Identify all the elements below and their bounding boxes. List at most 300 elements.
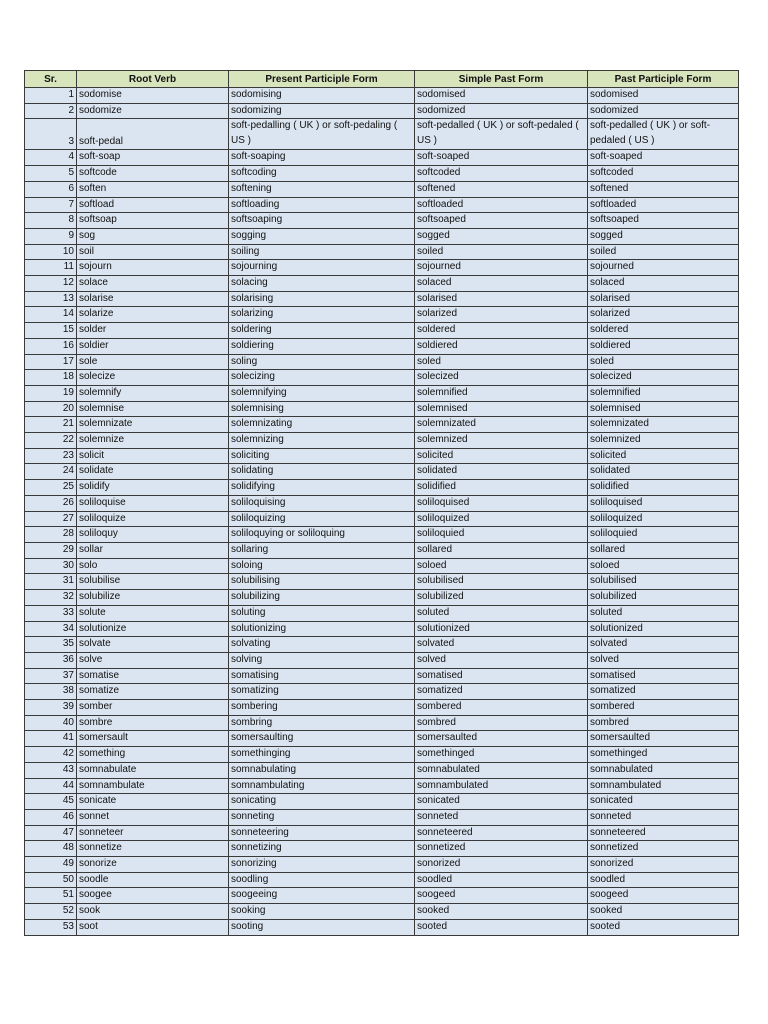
cell-root-verb: sojourn [77, 260, 229, 276]
table-row [25, 150, 739, 166]
cell-simple-past: sonneteered [415, 825, 588, 841]
cell-simple-past: somnambulated [415, 778, 588, 794]
cell-root-verb: solidate [77, 464, 229, 480]
table-row [25, 417, 739, 433]
cell-sr: 24 [25, 464, 77, 480]
table-row [25, 762, 739, 778]
cell-present-participle: soling [229, 354, 415, 370]
cell-simple-past: solubilized [415, 590, 588, 606]
cell-simple-past: softened [415, 181, 588, 197]
table-row [25, 307, 739, 323]
cell-sr: 39 [25, 700, 77, 716]
cell-sr: 41 [25, 731, 77, 747]
cell-simple-past: sollared [415, 542, 588, 558]
cell-sr: 6 [25, 181, 77, 197]
cell-root-verb: solvate [77, 637, 229, 653]
table-row [25, 794, 739, 810]
cell-simple-past: solubilised [415, 574, 588, 590]
table-row [25, 590, 739, 606]
cell-root-verb: soldier [77, 338, 229, 354]
cell-root-verb: sonicate [77, 794, 229, 810]
cell-sr: 8 [25, 213, 77, 229]
cell-simple-past: sonnetized [415, 841, 588, 857]
table-row [25, 684, 739, 700]
cell-past-participle: sombred [588, 715, 739, 731]
cell-past-participle: sollared [588, 542, 739, 558]
cell-root-verb: soil [77, 244, 229, 260]
cell-simple-past: sonneted [415, 809, 588, 825]
cell-past-participle: solemnised [588, 401, 739, 417]
cell-past-participle: solutionized [588, 621, 739, 637]
cell-simple-past: somnabulated [415, 762, 588, 778]
cell-simple-past: softcoded [415, 166, 588, 182]
cell-root-verb: somber [77, 700, 229, 716]
cell-past-participle: softsoaped [588, 213, 739, 229]
cell-present-participle: soliciting [229, 448, 415, 464]
cell-root-verb: solecize [77, 370, 229, 386]
cell-present-participle: sodomizing [229, 103, 415, 119]
table-row [25, 244, 739, 260]
table-row [25, 527, 739, 543]
cell-present-participle: soliloquying or soliloquing [229, 527, 415, 543]
cell-root-verb: soogee [77, 888, 229, 904]
cell-simple-past: soldiered [415, 338, 588, 354]
table-row [25, 511, 739, 527]
cell-root-verb: soot [77, 919, 229, 935]
cell-present-participle: soliloquising [229, 495, 415, 511]
cell-simple-past: solemnizated [415, 417, 588, 433]
cell-root-verb: sonnetize [77, 841, 229, 857]
cell-past-participle: soliloquied [588, 527, 739, 543]
cell-past-participle: solarised [588, 291, 739, 307]
cell-present-participle: solvating [229, 637, 415, 653]
cell-present-participle: solemnizating [229, 417, 415, 433]
table-row [25, 119, 739, 150]
cell-present-participle: sodomising [229, 88, 415, 104]
cell-present-participle: soft-pedalling ( UK ) or soft-pedaling ( US ) [229, 119, 415, 150]
cell-sr: 51 [25, 888, 77, 904]
cell-present-participle: sombring [229, 715, 415, 731]
cell-past-participle: soodled [588, 872, 739, 888]
table-row [25, 637, 739, 653]
cell-root-verb: solve [77, 652, 229, 668]
cell-root-verb: sodomise [77, 88, 229, 104]
table-row [25, 809, 739, 825]
cell-sr: 18 [25, 370, 77, 386]
cell-simple-past: sonicated [415, 794, 588, 810]
cell-simple-past: soled [415, 354, 588, 370]
cell-past-participle: sonicated [588, 794, 739, 810]
cell-root-verb: solemnify [77, 385, 229, 401]
cell-past-participle: soluted [588, 605, 739, 621]
cell-sr: 19 [25, 385, 77, 401]
cell-sr: 9 [25, 228, 77, 244]
cell-present-participle: solecizing [229, 370, 415, 386]
cell-present-participle: soloing [229, 558, 415, 574]
cell-present-participle: solemnifying [229, 385, 415, 401]
table-row [25, 605, 739, 621]
cell-present-participle: soldering [229, 323, 415, 339]
cell-sr: 12 [25, 276, 77, 292]
cell-past-participle: somatized [588, 684, 739, 700]
cell-sr: 21 [25, 417, 77, 433]
cell-simple-past: sooted [415, 919, 588, 935]
cell-sr: 29 [25, 542, 77, 558]
table-row [25, 276, 739, 292]
cell-root-verb: softsoap [77, 213, 229, 229]
cell-past-participle: sodomized [588, 103, 739, 119]
cell-present-participle: sollaring [229, 542, 415, 558]
header-sr: Sr. [25, 71, 77, 88]
cell-simple-past: sombred [415, 715, 588, 731]
cell-root-verb: solemnizate [77, 417, 229, 433]
cell-simple-past: solemnised [415, 401, 588, 417]
header-present-participle: Present Participle Form [229, 71, 415, 88]
cell-simple-past: sonorized [415, 857, 588, 873]
cell-past-participle: sooted [588, 919, 739, 935]
cell-simple-past: sojourned [415, 260, 588, 276]
cell-sr: 11 [25, 260, 77, 276]
cell-past-participle: soft-pedalled ( UK ) or soft-pedaled ( US ) [588, 119, 739, 150]
cell-past-participle: somnabulated [588, 762, 739, 778]
cell-simple-past: sooked [415, 904, 588, 920]
cell-present-participle: somnabulating [229, 762, 415, 778]
cell-sr: 28 [25, 527, 77, 543]
table-row [25, 338, 739, 354]
cell-past-participle: solidated [588, 464, 739, 480]
table-row [25, 181, 739, 197]
table-row [25, 385, 739, 401]
cell-past-participle: solved [588, 652, 739, 668]
cell-root-verb: soliloquize [77, 511, 229, 527]
cell-root-verb: something [77, 747, 229, 763]
cell-simple-past: solved [415, 652, 588, 668]
cell-present-participle: sonnetizing [229, 841, 415, 857]
cell-simple-past: soloed [415, 558, 588, 574]
cell-past-participle: solaced [588, 276, 739, 292]
table-row [25, 213, 739, 229]
table-row [25, 401, 739, 417]
cell-simple-past: solemnified [415, 385, 588, 401]
cell-root-verb: sonneteer [77, 825, 229, 841]
table-row [25, 841, 739, 857]
cell-simple-past: solidated [415, 464, 588, 480]
cell-root-verb: solo [77, 558, 229, 574]
cell-present-participle: somethinging [229, 747, 415, 763]
cell-sr: 32 [25, 590, 77, 606]
cell-present-participle: softsoaping [229, 213, 415, 229]
cell-sr: 22 [25, 433, 77, 449]
cell-simple-past: solvated [415, 637, 588, 653]
cell-past-participle: solubilized [588, 590, 739, 606]
cell-simple-past: solarized [415, 307, 588, 323]
cell-root-verb: solubilise [77, 574, 229, 590]
cell-simple-past: solecized [415, 370, 588, 386]
cell-simple-past: soliloquied [415, 527, 588, 543]
cell-root-verb: solarize [77, 307, 229, 323]
cell-present-participle: softloading [229, 197, 415, 213]
cell-past-participle: solarized [588, 307, 739, 323]
table-body [25, 88, 739, 936]
cell-sr: 34 [25, 621, 77, 637]
cell-sr: 5 [25, 166, 77, 182]
cell-past-participle: sonorized [588, 857, 739, 873]
table-row [25, 260, 739, 276]
cell-root-verb: soliloquy [77, 527, 229, 543]
cell-simple-past: soluted [415, 605, 588, 621]
cell-present-participle: solubilizing [229, 590, 415, 606]
cell-simple-past: solicited [415, 448, 588, 464]
table-row [25, 291, 739, 307]
cell-sr: 23 [25, 448, 77, 464]
cell-present-participle: sombering [229, 700, 415, 716]
table-row [25, 495, 739, 511]
cell-root-verb: soften [77, 181, 229, 197]
table-row [25, 166, 739, 182]
cell-present-participle: softening [229, 181, 415, 197]
cell-root-verb: solemnize [77, 433, 229, 449]
table-row [25, 558, 739, 574]
cell-sr: 43 [25, 762, 77, 778]
cell-simple-past: solemnized [415, 433, 588, 449]
cell-simple-past: somatized [415, 684, 588, 700]
cell-simple-past: soft-pedalled ( UK ) or soft-pedaled ( US ) [415, 119, 588, 150]
table-row [25, 433, 739, 449]
cell-root-verb: solubilize [77, 590, 229, 606]
cell-sr: 27 [25, 511, 77, 527]
cell-simple-past: sombered [415, 700, 588, 716]
cell-sr: 3 [25, 119, 77, 150]
cell-sr: 45 [25, 794, 77, 810]
cell-past-participle: solecized [588, 370, 739, 386]
cell-simple-past: sodomised [415, 88, 588, 104]
header-row [25, 71, 739, 88]
cell-simple-past: softloaded [415, 197, 588, 213]
cell-root-verb: sonnet [77, 809, 229, 825]
table-row [25, 464, 739, 480]
cell-sr: 50 [25, 872, 77, 888]
cell-sr: 13 [25, 291, 77, 307]
cell-past-participle: somethinged [588, 747, 739, 763]
cell-present-participle: sogging [229, 228, 415, 244]
cell-root-verb: soliloquise [77, 495, 229, 511]
cell-present-participle: sonneteering [229, 825, 415, 841]
cell-present-participle: somersaulting [229, 731, 415, 747]
cell-sr: 42 [25, 747, 77, 763]
cell-past-participle: somersaulted [588, 731, 739, 747]
cell-simple-past: solutionized [415, 621, 588, 637]
cell-present-participle: softcoding [229, 166, 415, 182]
cell-sr: 10 [25, 244, 77, 260]
table-row [25, 370, 739, 386]
cell-present-participle: solacing [229, 276, 415, 292]
cell-root-verb: solarise [77, 291, 229, 307]
cell-past-participle: sodomised [588, 88, 739, 104]
cell-sr: 40 [25, 715, 77, 731]
table-row [25, 197, 739, 213]
cell-present-participle: soodling [229, 872, 415, 888]
cell-past-participle: soldered [588, 323, 739, 339]
cell-root-verb: solutionize [77, 621, 229, 637]
cell-present-participle: somatising [229, 668, 415, 684]
cell-root-verb: somnabulate [77, 762, 229, 778]
cell-present-participle: solutionizing [229, 621, 415, 637]
cell-past-participle: solemnizated [588, 417, 739, 433]
cell-past-participle: sonnetized [588, 841, 739, 857]
table-row [25, 731, 739, 747]
cell-root-verb: solidify [77, 480, 229, 496]
table-row [25, 354, 739, 370]
cell-sr: 14 [25, 307, 77, 323]
cell-sr: 2 [25, 103, 77, 119]
cell-sr: 4 [25, 150, 77, 166]
cell-simple-past: soldered [415, 323, 588, 339]
cell-present-participle: soiling [229, 244, 415, 260]
cell-past-participle: softloaded [588, 197, 739, 213]
cell-sr: 33 [25, 605, 77, 621]
cell-sr: 25 [25, 480, 77, 496]
cell-present-participle: soft-soaping [229, 150, 415, 166]
cell-past-participle: solvated [588, 637, 739, 653]
table-row [25, 88, 739, 104]
cell-sr: 47 [25, 825, 77, 841]
cell-sr: 16 [25, 338, 77, 354]
cell-sr: 44 [25, 778, 77, 794]
cell-simple-past: solidified [415, 480, 588, 496]
cell-past-participle: soft-soaped [588, 150, 739, 166]
cell-root-verb: somatize [77, 684, 229, 700]
cell-sr: 52 [25, 904, 77, 920]
cell-past-participle: soliloquised [588, 495, 739, 511]
header-past-participle: Past Participle Form [588, 71, 739, 88]
cell-simple-past: soodled [415, 872, 588, 888]
cell-root-verb: sole [77, 354, 229, 370]
table-row [25, 872, 739, 888]
cell-root-verb: solicit [77, 448, 229, 464]
cell-root-verb: solute [77, 605, 229, 621]
cell-past-participle: sojourned [588, 260, 739, 276]
cell-sr: 35 [25, 637, 77, 653]
cell-sr: 17 [25, 354, 77, 370]
cell-simple-past: solaced [415, 276, 588, 292]
cell-past-participle: sonneteered [588, 825, 739, 841]
cell-past-participle: somatised [588, 668, 739, 684]
cell-past-participle: soldiered [588, 338, 739, 354]
cell-present-participle: sooting [229, 919, 415, 935]
table-row [25, 228, 739, 244]
cell-past-participle: sombered [588, 700, 739, 716]
cell-present-participle: sonicating [229, 794, 415, 810]
cell-present-participle: solemnizing [229, 433, 415, 449]
table-row [25, 480, 739, 496]
cell-root-verb: softload [77, 197, 229, 213]
cell-present-participle: soliloquizing [229, 511, 415, 527]
cell-sr: 7 [25, 197, 77, 213]
cell-root-verb: solemnise [77, 401, 229, 417]
cell-past-participle: solidified [588, 480, 739, 496]
verb-forms-table [24, 70, 739, 936]
cell-root-verb: sombre [77, 715, 229, 731]
cell-present-participle: solarising [229, 291, 415, 307]
cell-sr: 49 [25, 857, 77, 873]
cell-sr: 1 [25, 88, 77, 104]
cell-root-verb: soft-pedal [77, 119, 229, 150]
cell-root-verb: sollar [77, 542, 229, 558]
cell-root-verb: sonorize [77, 857, 229, 873]
cell-root-verb: sook [77, 904, 229, 920]
table-row [25, 778, 739, 794]
table-row [25, 700, 739, 716]
table-row [25, 323, 739, 339]
cell-present-participle: somnambulating [229, 778, 415, 794]
cell-sr: 46 [25, 809, 77, 825]
cell-past-participle: soled [588, 354, 739, 370]
cell-past-participle: softcoded [588, 166, 739, 182]
cell-past-participle: solubilised [588, 574, 739, 590]
table-row [25, 668, 739, 684]
table-row [25, 888, 739, 904]
cell-root-verb: soodle [77, 872, 229, 888]
table-row [25, 857, 739, 873]
cell-root-verb: soft-soap [77, 150, 229, 166]
cell-root-verb: solace [77, 276, 229, 292]
cell-present-participle: sonorizing [229, 857, 415, 873]
cell-simple-past: somethinged [415, 747, 588, 763]
cell-simple-past: soliloquised [415, 495, 588, 511]
cell-present-participle: soogeeing [229, 888, 415, 904]
cell-present-participle: solidating [229, 464, 415, 480]
header-simple-past: Simple Past Form [415, 71, 588, 88]
cell-past-participle: sogged [588, 228, 739, 244]
cell-present-participle: sooking [229, 904, 415, 920]
cell-root-verb: solder [77, 323, 229, 339]
cell-root-verb: softcode [77, 166, 229, 182]
table-row [25, 747, 739, 763]
cell-present-participle: sonneting [229, 809, 415, 825]
cell-present-participle: solving [229, 652, 415, 668]
table-row [25, 574, 739, 590]
cell-simple-past: soiled [415, 244, 588, 260]
cell-root-verb: sog [77, 228, 229, 244]
cell-past-participle: solicited [588, 448, 739, 464]
table-row [25, 919, 739, 935]
cell-past-participle: soloed [588, 558, 739, 574]
table-row [25, 715, 739, 731]
cell-simple-past: somatised [415, 668, 588, 684]
table-row [25, 652, 739, 668]
cell-past-participle: soiled [588, 244, 739, 260]
table-row [25, 904, 739, 920]
cell-present-participle: sojourning [229, 260, 415, 276]
cell-sr: 26 [25, 495, 77, 511]
table-row [25, 621, 739, 637]
cell-simple-past: somersaulted [415, 731, 588, 747]
table-row [25, 542, 739, 558]
cell-root-verb: somnambulate [77, 778, 229, 794]
table-row [25, 103, 739, 119]
cell-past-participle: soliloquized [588, 511, 739, 527]
cell-past-participle: somnambulated [588, 778, 739, 794]
cell-past-participle: sooked [588, 904, 739, 920]
cell-present-participle: soluting [229, 605, 415, 621]
cell-simple-past: sodomized [415, 103, 588, 119]
cell-sr: 53 [25, 919, 77, 935]
cell-sr: 37 [25, 668, 77, 684]
cell-simple-past: soogeed [415, 888, 588, 904]
cell-sr: 48 [25, 841, 77, 857]
cell-present-participle: solubilising [229, 574, 415, 590]
table-row [25, 825, 739, 841]
